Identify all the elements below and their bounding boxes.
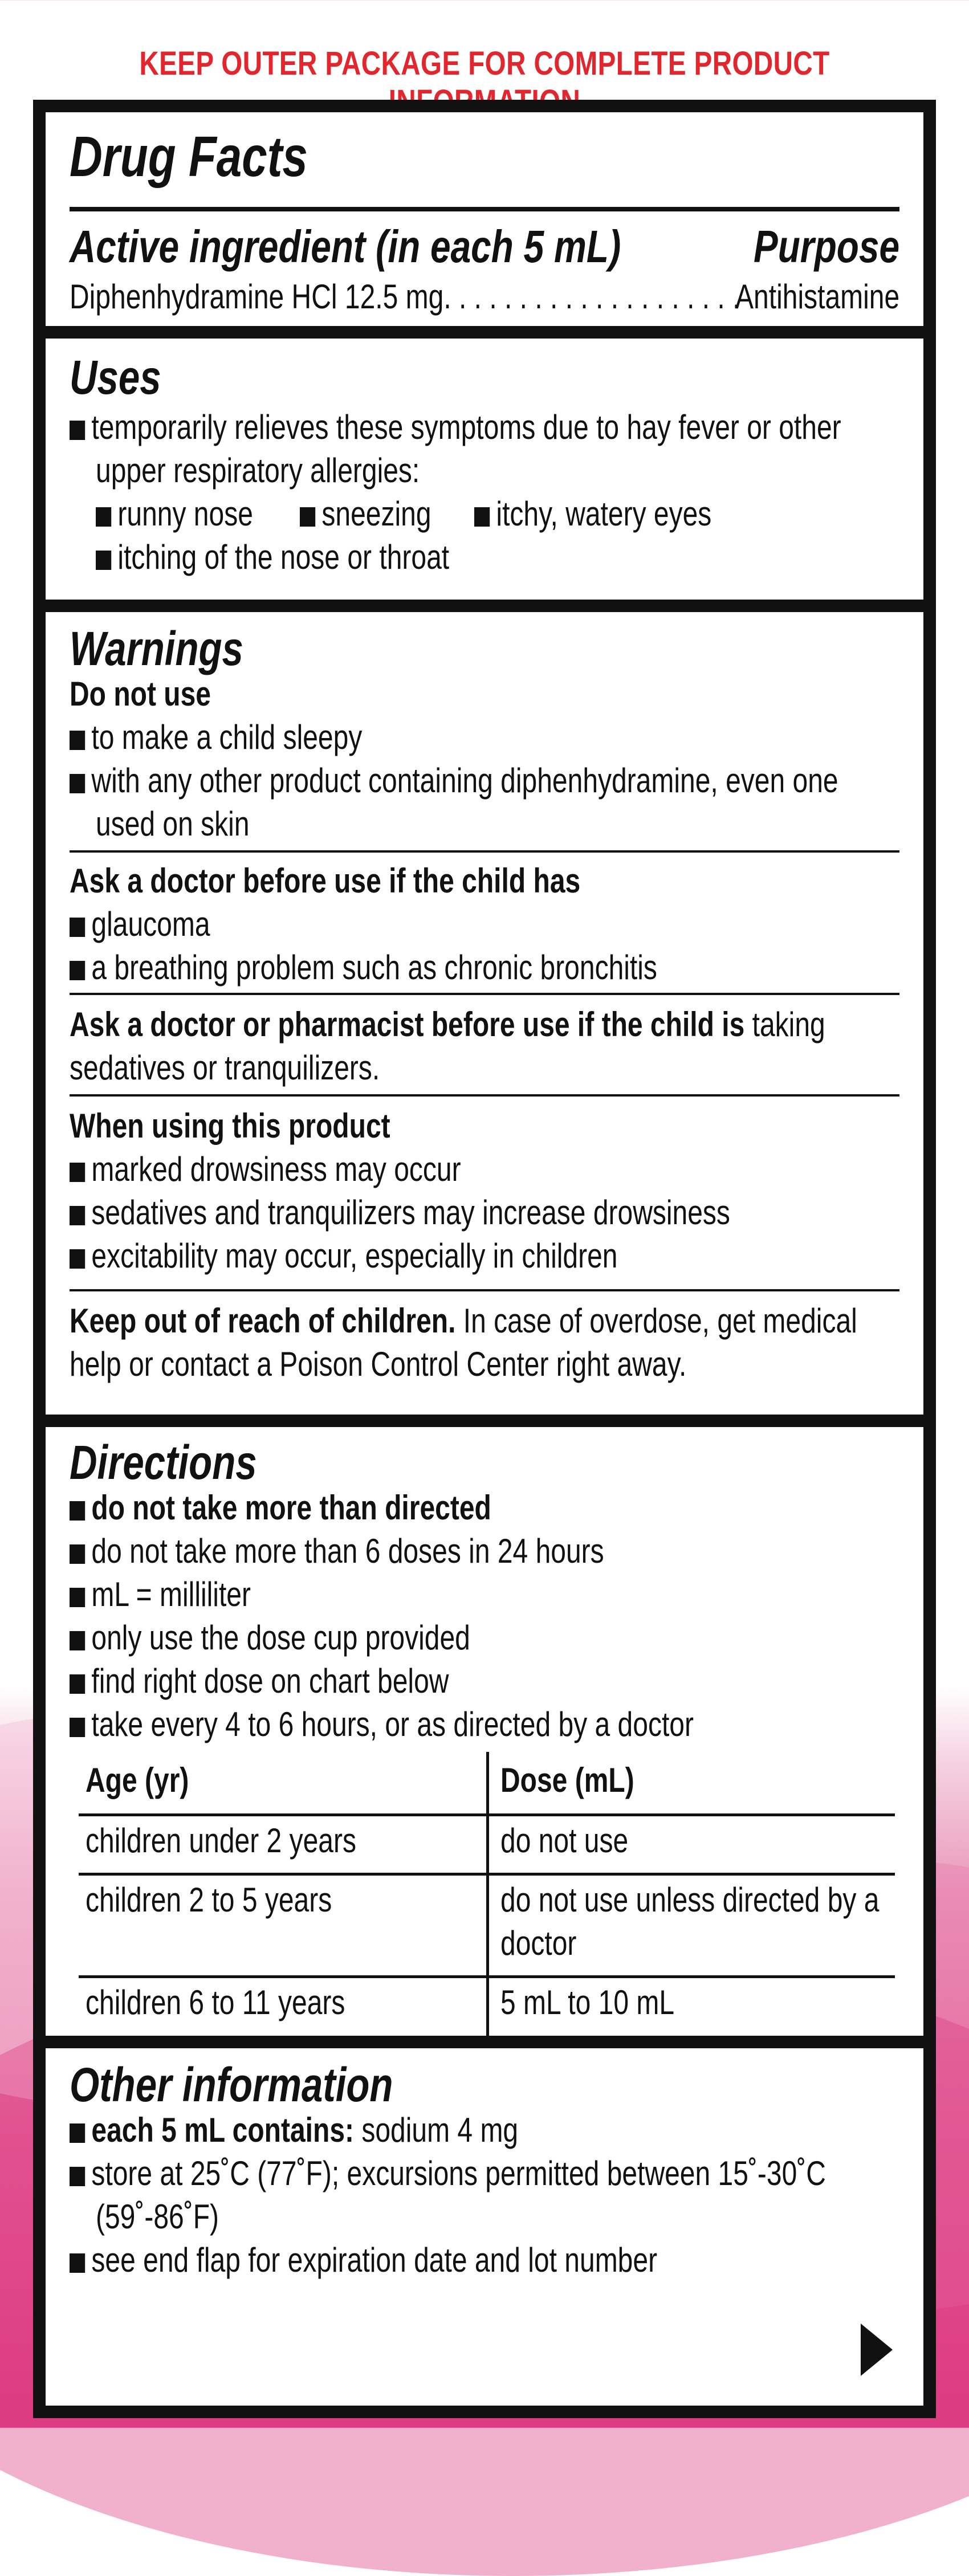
divider (70, 1094, 899, 1097)
uses-text-cont: upper respiratory allergies: (96, 451, 420, 490)
table-cell-dose-cont: doctor (500, 1924, 577, 1962)
bullet-icon (70, 1631, 85, 1650)
table-cell-age: children under 2 years (85, 1821, 356, 1860)
bullet-icon (300, 507, 315, 527)
active-ingredient-heading: Active ingredient (in each 5 mL) (70, 221, 621, 272)
bullet-icon (70, 2253, 85, 2273)
warnings-section (46, 600, 923, 1415)
direction-item: find right dose on chart below (91, 1662, 449, 1700)
table-rule (79, 1813, 895, 1816)
symptom-item: itchy, watery eyes (496, 495, 712, 533)
table-cell-dose: do not use (500, 1821, 629, 1860)
bullet-icon (70, 2167, 85, 2186)
table-header-dose: Dose (mL) (500, 1761, 634, 1799)
bullet-icon (70, 1674, 85, 1694)
keep-out-heading: Keep out of reach of children. (70, 1302, 456, 1340)
uses-title: Uses (70, 350, 161, 404)
divider (70, 1289, 899, 1291)
drug-facts-title: Drug Facts (70, 125, 308, 189)
bullet-icon (70, 1544, 85, 1564)
keep-out-text-cont: help or contact a Poison Control Center right away. (70, 1345, 687, 1383)
direction-item: take every 4 to 6 hours, or as directed by a doctor (91, 1705, 694, 1743)
ask-pharmacist-text-cont: sedatives or tranquilizers. (70, 1049, 380, 1087)
when-using-heading: When using this product (70, 1107, 390, 1145)
table-cell-dose: 5 mL to 10 mL (500, 1983, 675, 2021)
storage-text-cont: (59˚-86˚F) (96, 2198, 219, 2236)
bullet-icon (70, 421, 85, 440)
contains-heading: each 5 mL contains: (91, 2111, 354, 2149)
symptom-item: itching of the nose or throat (117, 538, 450, 576)
warning-item-cont: used on skin (96, 805, 250, 843)
expiry-text: see end flap for expiration date and lot number (91, 2241, 658, 2279)
bullet-icon (70, 918, 85, 937)
dosage-table (79, 1752, 895, 2037)
other-information-section (46, 2036, 923, 2406)
ask-pharmacist-heading: Ask a doctor or pharmacist before use if the child is (70, 1005, 745, 1044)
purpose-heading: Purpose (753, 221, 899, 272)
package-warning-banner: KEEP OUTER PACKAGE FOR COMPLETE PRODUCT (139, 45, 830, 82)
ask-pharmacist-text: taking (744, 1005, 825, 1044)
direction-item: do not take more than 6 doses in 24 hours (91, 1532, 604, 1570)
warning-item: marked drowsiness may occur (91, 1150, 461, 1188)
ingredient-purpose: Antihistamine (735, 278, 899, 316)
drug-facts-header-section (46, 112, 923, 326)
table-row (85, 1878, 393, 1922)
bullet-icon (70, 961, 85, 980)
keep-out-text: In case of overdose, get medical (455, 1302, 857, 1340)
contains-text: sodium 4 mg (354, 2111, 519, 2149)
table-cell-dose: do not use unless directed by a (500, 1881, 880, 1919)
warning-item: to make a child sleepy (91, 718, 363, 756)
table-column-divider (486, 1752, 489, 2037)
warning-item: glaucoma (91, 905, 210, 943)
next-arrow-icon[interactable] (861, 2324, 893, 2376)
do-not-use-heading: Do not use (70, 675, 211, 713)
storage-text: store at 25˚C (77˚F); excursions permitted between 15˚-30˚C (91, 2154, 826, 2192)
divider (70, 993, 899, 995)
symptom-item: runny nose (117, 495, 253, 533)
bullet-icon (70, 774, 85, 793)
drug-facts-panel (33, 100, 936, 2418)
table-row (85, 1819, 424, 1862)
bullet-icon (70, 1206, 85, 1225)
ingredient-name: Diphenhydramine HCl 12.5 mg (70, 278, 444, 316)
table-cell-age: children 2 to 5 years (85, 1881, 332, 1919)
bullet-icon (70, 1718, 85, 1737)
bullet-icon (70, 1163, 85, 1182)
warning-item: excitability may occur, especially in children (91, 1237, 618, 1275)
warning-item: with any other product containing diphenhydramine, even one (91, 761, 838, 800)
dot-leader: . . . . . . . . . . . . . . . . . . . . (443, 278, 740, 316)
warning-item: a breathing problem such as chronic bronchitis (91, 948, 657, 987)
bullet-icon (70, 2123, 85, 2143)
bullet-icon (70, 1249, 85, 1269)
bullet-icon (70, 1588, 85, 1607)
table-rule (79, 1873, 895, 1876)
bullet-icon (70, 731, 85, 750)
bullet-icon (70, 1501, 85, 1521)
bullet-icon (474, 507, 490, 527)
bullet-icon (96, 507, 111, 527)
table-header-age: Age (yr) (85, 1761, 189, 1799)
divider (70, 207, 899, 211)
direction-item: only use the dose cup provided (91, 1619, 470, 1657)
direction-item-bold: do not take more than directed (91, 1489, 491, 1527)
uses-text: temporarily relieves these symptoms due to hay fever or other (91, 408, 841, 446)
table-rule (79, 1975, 895, 1978)
directions-section (46, 1415, 923, 2036)
divider (70, 850, 899, 853)
directions-title: Directions (70, 1436, 257, 1489)
table-row (85, 1981, 410, 2024)
ask-doctor-heading: Ask a doctor before use if the child has (70, 862, 581, 900)
bullet-icon (96, 551, 111, 570)
warnings-title: Warnings (70, 622, 243, 675)
symptom-item: sneezing (321, 495, 431, 533)
other-info-title: Other information (70, 2058, 393, 2112)
uses-section (46, 326, 923, 600)
direction-item: mL = milliliter (91, 1575, 251, 1613)
table-cell-age: children 6 to 11 years (85, 1983, 345, 2021)
warning-item: sedatives and tranquilizers may increase drowsiness (91, 1193, 730, 1232)
